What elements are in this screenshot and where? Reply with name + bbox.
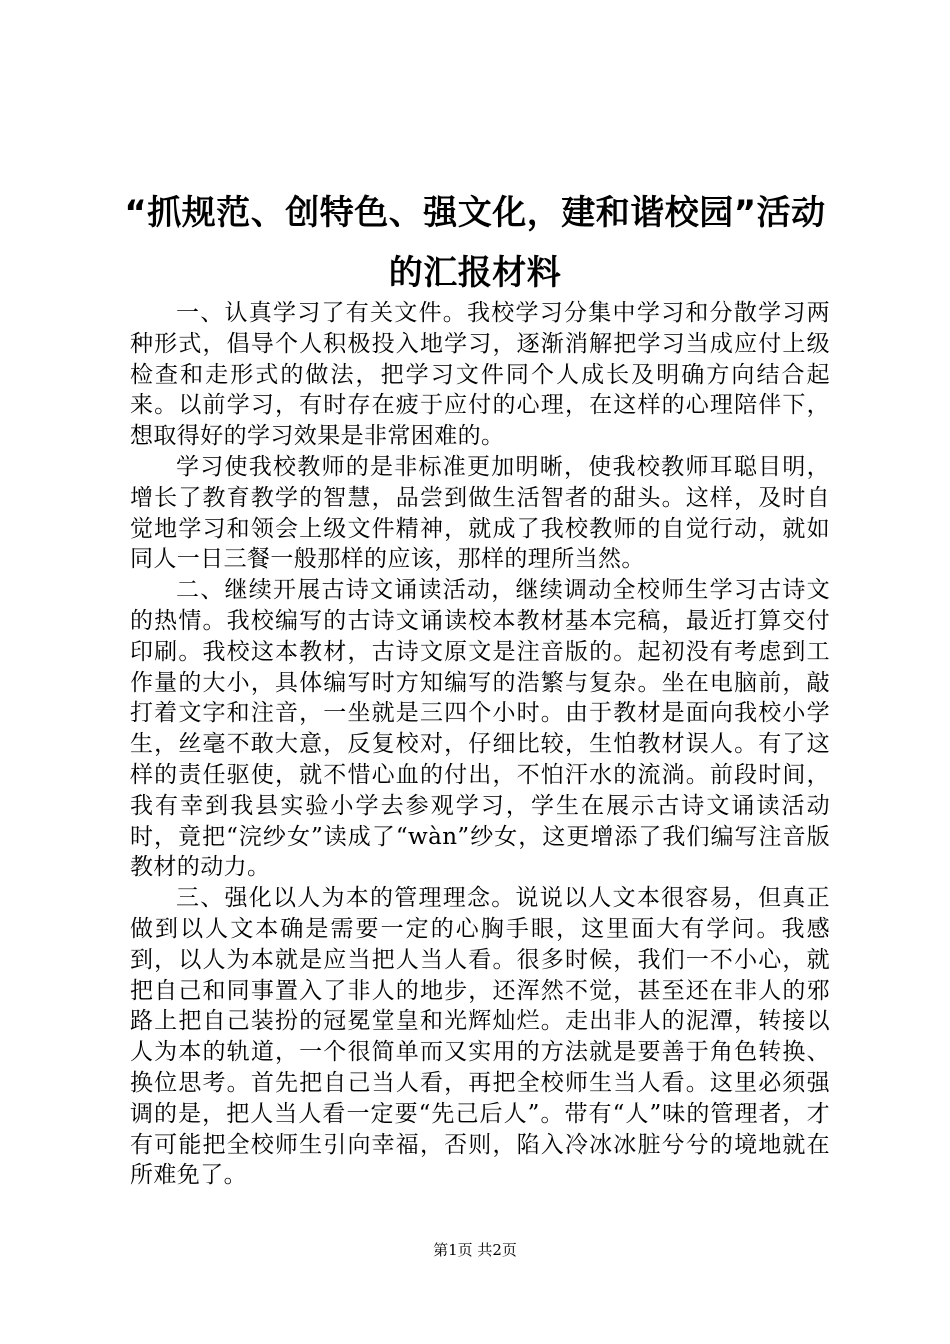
paragraph-4: 三、强化以人为本的管理理念。说说以人文本很容易，但真正做到以人文本确是需要一定的心胸手眼，这里面大有学问。我感到，以人为本就是应当把人当人看。很多时候，我们一不小心，就把自己和同事置入了非人的地步，还浑然不觉，甚至还在非人的邪路上把自己装扮的冠冕堂皇和光辉灿烂。走出非人的泥潭，转接以人为本的轨道，一个很简单而又实用的方法就是要善于角色转换、换位思考。首先把自己当人看，再把全校师生当人看。这里必须强调的是，把人当人看一定要“先己后人”。带有“人”味的管理者，才有可能把全校师生引向幸福，否则，陷入冷冰冰脏兮兮的境地就在所难免了。 xyxy=(130,885,830,1189)
paragraph-1: 一、认真学习了有关文件。我校学习分集中学习和分散学习两种形式，倡导个人积极投入地学习，逐渐消解把学习当成应付上级检查和走形式的做法，把学习文件同个人成长及明确方向结合起来。以前学习，有时存在疲于应付的心理，在这样的心理陪伴下，想取得好的学习效果是非常困难的。 xyxy=(130,300,830,450)
paragraph-3: 二、继续开展古诗文诵读活动，继续调动全校师生学习古诗文的热情。我校编写的古诗文诵读校本教材基本完稿，最近打算交付印刷。我校这本教材，古诗文原文是注音版的。起初没有考虑到工作量的大小，具体编写时方知编写的浩繁与复杂。坐在电脑前，敲打着文字和注音，一坐就是三四个小时。由于教材是面向我校小学生，丝毫不敢大意，反复校对，仔细比较，生怕教材误人。有了这样的责任驱使，就不惜心血的付出，不怕汗水的流淌。前段时间，我有幸到我县实验小学去参观学习，学生在展示古诗文诵读活动时，竟把“浣纱女”读成了“wàn”纱女，这更增添了我们编写注音版教材的动力。 xyxy=(130,577,830,881)
paragraph-2: 学习使我校教师的是非标准更加明晰，使我校教师耳聪目明，增长了教育教学的智慧，品尝到做生活智者的甜头。这样，及时自觉地学习和领会上级文件精神，就成了我校教师的自觉行动，就如同人一日三餐一般那样的应该，那样的理所当然。 xyxy=(130,453,830,573)
page-footer: 第1页 共2页 xyxy=(433,1241,517,1259)
document-body xyxy=(130,298,830,1191)
document-title: “抓规范、创特色、强文化，建和谐校园”活动的汇报材料 xyxy=(124,192,826,293)
